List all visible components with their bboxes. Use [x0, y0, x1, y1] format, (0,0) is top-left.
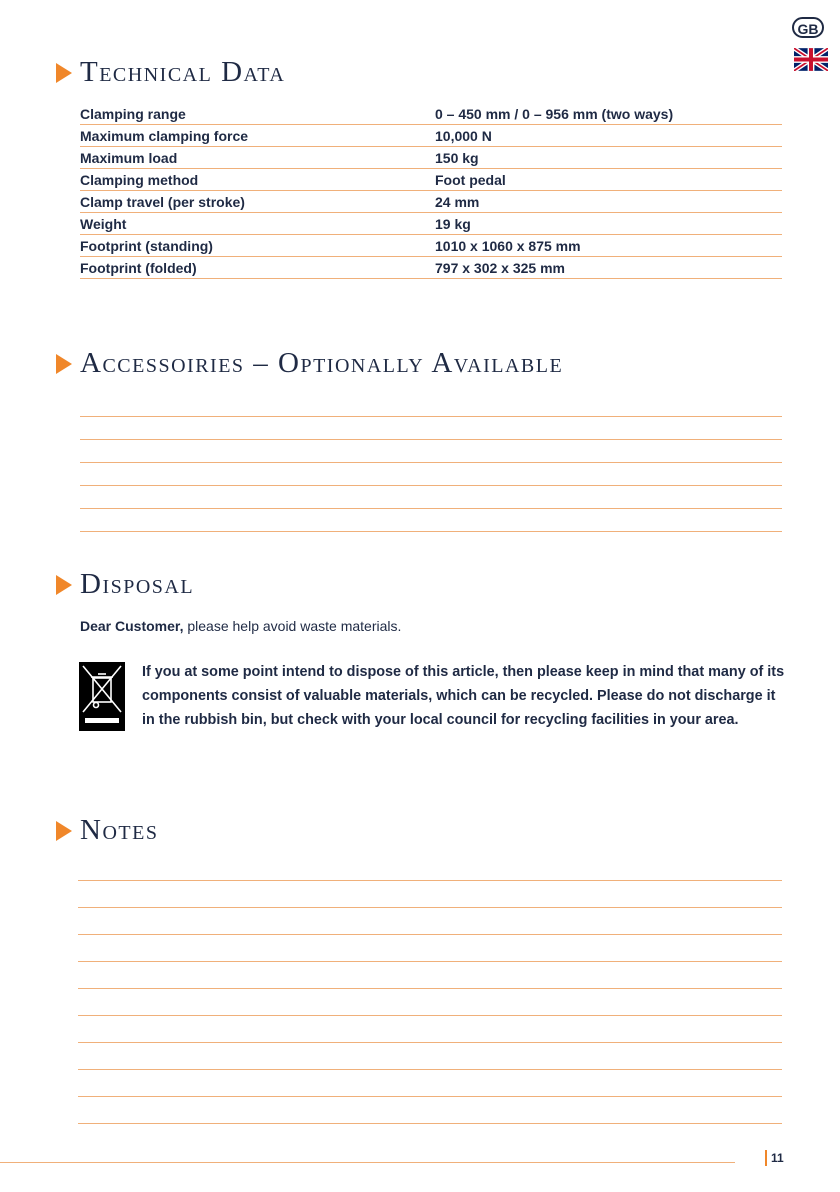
spec-value: 797 x 302 x 325 mm	[435, 260, 565, 276]
spec-value: 150 kg	[435, 150, 479, 166]
ruled-line	[78, 881, 782, 908]
section-title: Notes	[80, 814, 159, 846]
bullet-triangle-icon	[56, 354, 72, 374]
notes-lines	[78, 854, 782, 1124]
spec-value: 24 mm	[435, 194, 480, 210]
section-title: Accessoiries – Optionally Available	[80, 347, 564, 379]
bullet-triangle-icon	[56, 63, 72, 83]
spec-value: 1010 x 1060 x 875 mm	[435, 238, 581, 254]
spec-label: Footprint (standing)	[80, 238, 213, 254]
notes-heading	[56, 816, 158, 845]
spec-value: 10,000 N	[435, 128, 492, 144]
ruled-line	[78, 1070, 782, 1097]
spec-label: Weight	[80, 216, 127, 232]
page-number: 11	[771, 1151, 784, 1165]
ruled-line	[80, 417, 782, 440]
ruled-line	[80, 509, 782, 532]
intro-bold: Dear Customer,	[80, 618, 184, 634]
weee-crossed-bin-icon	[79, 662, 125, 731]
ruled-line	[78, 989, 782, 1016]
intro-rest: please help avoid waste materials.	[183, 618, 402, 634]
spec-value: 19 kg	[435, 216, 471, 232]
spec-label: Clamping range	[80, 106, 186, 122]
ruled-line	[78, 935, 782, 962]
table-row	[80, 103, 782, 125]
technical-data-table	[80, 103, 782, 279]
accessories-heading	[56, 349, 563, 378]
spec-label: Clamping method	[80, 172, 199, 188]
table-row	[80, 257, 782, 279]
spec-value: 0 – 450 mm / 0 – 956 mm (two ways)	[435, 106, 674, 122]
accessories-lines	[80, 394, 782, 532]
disposal-heading	[56, 570, 194, 599]
ruled-line	[80, 463, 782, 486]
ruled-line	[78, 1043, 782, 1070]
table-row	[80, 147, 782, 169]
footer-rule	[0, 1162, 735, 1163]
table-row	[80, 125, 782, 147]
ruled-line	[80, 440, 782, 463]
table-row	[80, 191, 782, 213]
spec-label: Clamp travel (per stroke)	[80, 194, 245, 210]
section-title: Technical Data	[80, 56, 286, 88]
ruled-line	[80, 486, 782, 509]
spec-label: Maximum load	[80, 150, 178, 166]
table-row	[80, 213, 782, 235]
technical-data-heading	[56, 58, 285, 87]
ruled-line	[80, 394, 782, 417]
spec-value: Foot pedal	[435, 172, 506, 188]
language-badge: GB	[792, 17, 824, 38]
disposal-intro	[80, 618, 401, 634]
spec-label: Footprint (folded)	[80, 260, 197, 276]
bullet-triangle-icon	[56, 575, 72, 595]
bullet-triangle-icon	[56, 821, 72, 841]
ruled-line	[78, 962, 782, 989]
ruled-line	[78, 1097, 782, 1124]
section-title: Disposal	[80, 568, 195, 600]
table-row	[80, 235, 782, 257]
ruled-line	[78, 908, 782, 935]
ruled-line	[78, 1016, 782, 1043]
spec-label: Maximum clamping force	[80, 128, 249, 144]
table-row	[80, 169, 782, 191]
page-number-marker	[765, 1150, 767, 1166]
disposal-text: If you at some point intend to dispose of this article, then please keep in mind that many of its components consist of valuable materials, which can be recycled. Please do not discharge it in the rubbish bin, but check with your local council for recycling facilities in your area.	[142, 664, 785, 728]
ruled-line	[78, 854, 782, 881]
uk-flag-icon	[794, 48, 828, 71]
